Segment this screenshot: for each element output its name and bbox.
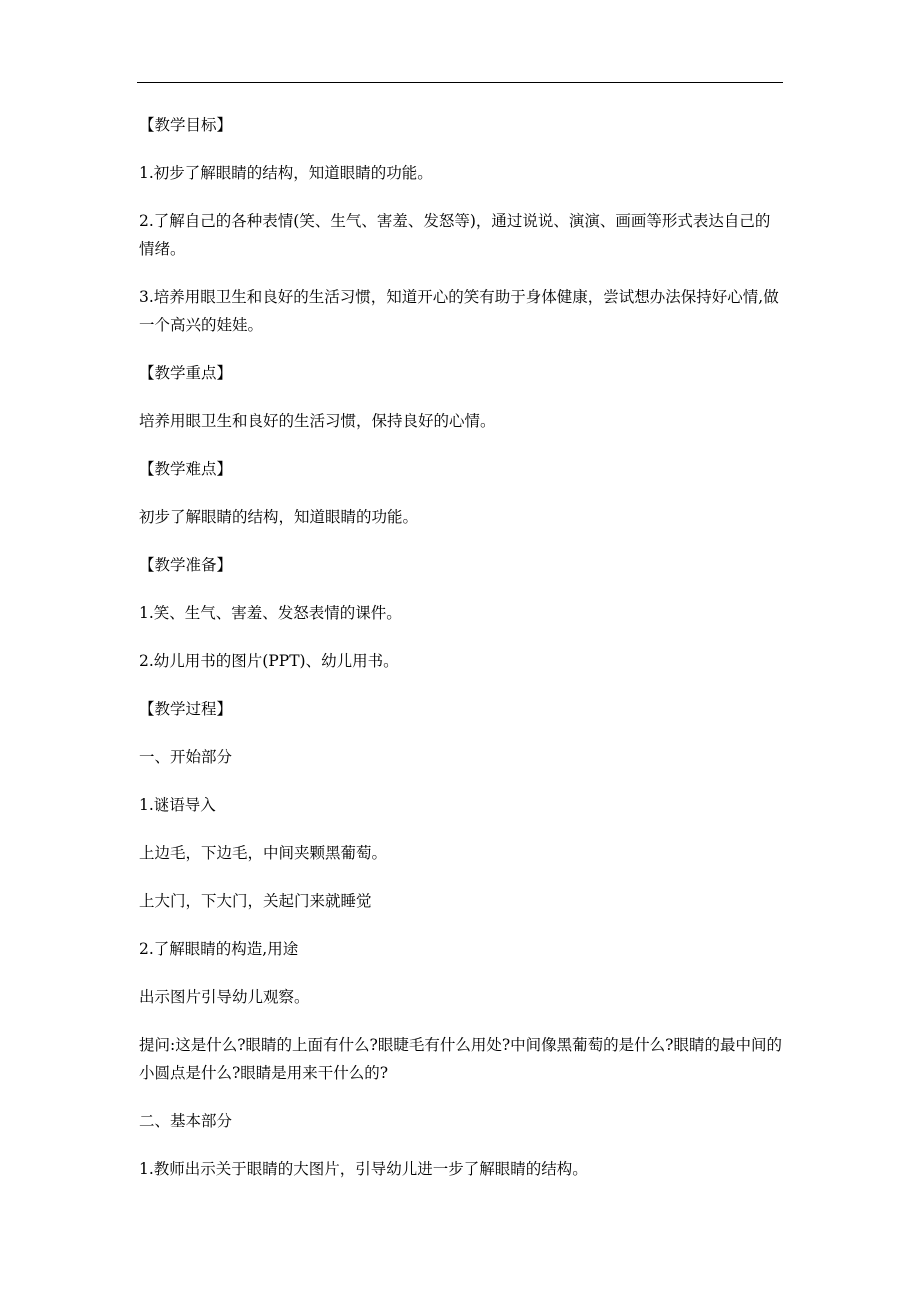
section-opening: 一、开始部分 — [139, 748, 233, 766]
goal-item-1: 1.初步了解眼睛的结构，知道眼睛的功能。 — [139, 164, 433, 182]
questions-text: 提问:这是什么?眼睛的上面有什么?眼睫毛有什么用处?中间像黑葡萄的是什么?眼睛的最中间的小圆点是什么?眼睛是用来干什么的? — [139, 1036, 782, 1082]
section-basic: 二、基本部分 — [139, 1112, 233, 1130]
basic-step-1: 1.教师出示关于眼睛的大图片，引导幼儿进一步了解眼睛的结构。 — [139, 1160, 588, 1178]
preparation-item-1: 1.笑、生气、害羞、发怒表情的课件。 — [139, 604, 402, 622]
difficulties-text: 初步了解眼睛的结构，知道眼睛的功能。 — [139, 508, 419, 526]
step-riddle-intro: 1.谜语导入 — [139, 796, 216, 814]
heading-key-points: 【教学重点】 — [139, 364, 233, 382]
riddle-line-2: 上大门，下大门，关起门来就睡觉 — [139, 892, 372, 910]
document-body — [139, 111, 785, 1183]
step-eye-structure: 2.了解眼睛的构造,用途 — [139, 940, 299, 958]
heading-preparation: 【教学准备】 — [139, 556, 233, 574]
goal-item-3: 3.培养用眼卫生和良好的生活习惯，知道开心的笑有助于身体健康，尝试想办法保持好心情,做一个高兴的娃娃。 — [139, 288, 779, 334]
goal-item-2: 2.了解自己的各种表情(笑、生气、害羞、发怒等)，通过说说、演演、画画等形式表达自己的情绪。 — [139, 212, 771, 258]
heading-process: 【教学过程】 — [139, 700, 233, 718]
riddle-line-1: 上边毛，下边毛，中间夹颗黑葡萄。 — [139, 844, 388, 862]
header-rule — [137, 82, 783, 83]
key-points-text: 培养用眼卫生和良好的生活习惯，保持良好的心情。 — [139, 412, 496, 430]
heading-teaching-goals: 【教学目标】 — [139, 116, 233, 134]
show-picture-text: 出示图片引导幼儿观察。 — [139, 988, 310, 1006]
heading-difficulties: 【教学难点】 — [139, 460, 233, 478]
preparation-item-2: 2.幼儿用书的图片(PPT)、幼儿用书。 — [139, 652, 399, 670]
